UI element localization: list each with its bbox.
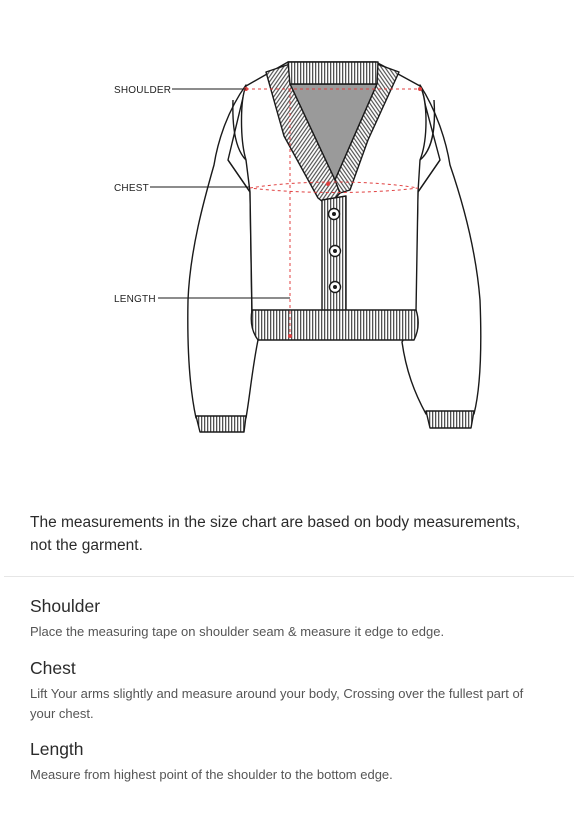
shoulder-title: Shoulder (30, 596, 101, 616)
chest-title: Chest (30, 658, 76, 678)
chest-description: Lift Your arms slightly and measure around your body, Crossing over the fullest part of your chest. (30, 686, 524, 721)
shoulder-description: Place the measuring tape on shoulder seam & measure it edge to edge. (30, 624, 445, 639)
chest-guide (30, 658, 530, 724)
shoulder-label: SHOULDER (114, 85, 172, 96)
shoulder-guide (30, 596, 530, 642)
length-description: Measure from highest point of the shoulder to the bottom edge. (30, 767, 393, 782)
length-guide (30, 739, 530, 785)
measurement-note: The measurements in the size chart are based on body measurements, not the garment. (30, 514, 521, 554)
divider (4, 576, 574, 577)
cardigan-drawing (188, 62, 481, 432)
length-label: LENGTH (114, 294, 156, 305)
chest-label: CHEST (114, 183, 149, 194)
length-title: Length (30, 739, 84, 759)
